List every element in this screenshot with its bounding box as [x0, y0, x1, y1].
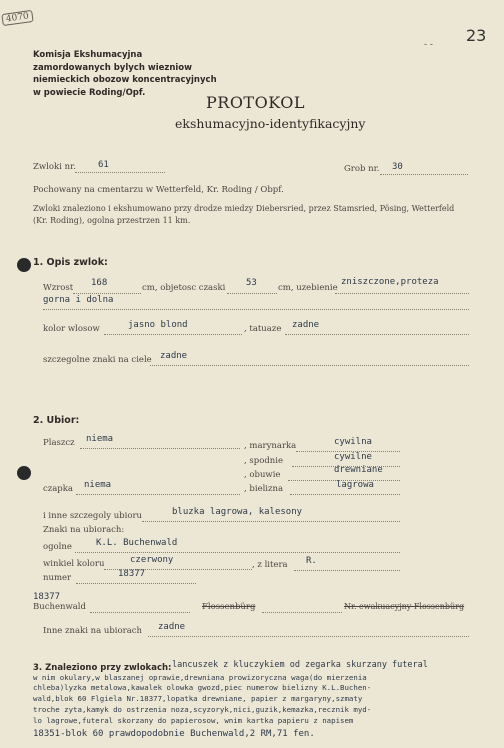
uzebienie-value: zniszczone,proteza — [341, 277, 439, 287]
stamp-number: 4070 — [5, 11, 30, 25]
zwloki-label: Zwloki nr. — [33, 162, 76, 172]
section3-line-2: w nim okulary,w blaszanej oprawie,drewniana prowizoryczna waga(do mierzenia — [33, 673, 367, 682]
kolor-label: kolor wlosow — [43, 324, 100, 334]
winkiel-label: winkiel koloru — [43, 559, 105, 569]
obuwie-value: drewniane — [334, 465, 383, 475]
buchenwald-number: 18377 — [33, 592, 61, 602]
grob-value: 30 — [392, 162, 403, 172]
bielizna-label: , bielizna — [244, 484, 284, 494]
inne-znaki-label: Inne znaki na ubiorach — [43, 626, 142, 636]
plaszcz-line — [80, 448, 240, 449]
header-block — [33, 49, 217, 99]
marynarka-label: , marynarka — [244, 441, 297, 451]
uzebienie-value-2: gorna i dolna — [43, 295, 114, 305]
buchenwald-line — [90, 612, 190, 613]
document-subtitle: ekshumacyjno-identyfikacyjny — [175, 116, 366, 131]
znaki-line — [150, 365, 469, 366]
inne-line — [142, 521, 400, 522]
section3-line-4: wald,blok 60 Flgiela Nr.18377,lopatka drewniane, papier z margaryny,szmaty — [33, 694, 363, 703]
czaska-label: cm, objetosc czaski — [142, 283, 226, 293]
spodnie-label: , spodnie — [244, 456, 283, 466]
archive-stamp — [1, 10, 33, 26]
czaska-value: 53 — [246, 278, 257, 288]
znaleziono-line-1: Zwloki znaleziono i ekshumowano przy drodze miedzy Diebersried, przez Stamsried, Pösing, Wetterfeld — [33, 204, 455, 213]
tatuaze-value: zadne — [292, 320, 320, 330]
wzrost-line — [73, 293, 141, 294]
bielizna-line — [290, 494, 400, 495]
numer-label: numer — [43, 573, 72, 583]
section3-line-5: troche zyta,kamyk do ostrzenia noza,scyzoryk,nici,guzik,kemazka,recznik myd- — [33, 705, 372, 714]
document-title: PROTOKOL — [206, 93, 305, 112]
czapka-line — [76, 494, 240, 495]
header-line-4: w powiecie Roding/Opf. — [33, 87, 146, 98]
grob-label: Grob nr. — [344, 164, 380, 174]
flossenburg-label: Flossenbürg — [202, 602, 256, 612]
czaska-line — [227, 293, 277, 294]
spodnie-value: cywilne — [334, 452, 372, 462]
zwloki-value: 61 — [98, 160, 109, 170]
uzebienie-line — [335, 293, 469, 294]
czapka-value: niema — [84, 480, 112, 490]
grob-line — [380, 174, 468, 175]
wzrost-label: Wzrost — [43, 283, 74, 293]
znaki-ubior-label: Znaki na ubiorach: — [43, 525, 125, 535]
nr-ewak-label: Nr. ewakuacyjny Flossenbürg — [344, 602, 465, 611]
plaszcz-label: Plaszcz — [43, 438, 75, 448]
tatuaze-line — [285, 334, 469, 335]
margin-marks: - - — [424, 40, 433, 50]
buchenwald-label: Buchenwald — [33, 602, 86, 612]
inne-value: bluzka lagrowa, kalesony — [172, 507, 303, 517]
section3-line-1: lancuszek z kluczykiem od zegarka skurzany futeral — [172, 660, 428, 670]
znaki-label: szczegolne znaki na ciele — [43, 355, 152, 365]
section2-heading: 2. Ubior: — [33, 415, 80, 426]
znaki-value: zadne — [160, 351, 188, 361]
ogolne-value: K.L. Buchenwald — [96, 538, 178, 548]
marynarka-value: cywilna — [334, 437, 372, 447]
inne-label: i inne szczegoly ubioru — [43, 511, 142, 521]
znaleziono-line-2: (Kr. Roding), ogolna przestrzen 11 km. — [33, 216, 191, 225]
section3-line-3: chleba)lyzka metalowa,kawalek olowka gwozd,piec numerow bielizny K.L.Buchen- — [33, 683, 372, 692]
wzrost-value: 168 — [91, 278, 108, 288]
litera-line — [294, 570, 400, 571]
czapka-label: czapka — [43, 484, 73, 494]
numer-value: 18377 — [118, 569, 146, 579]
section3-line-6: lo lagrowe,futeral skorzany do papierosow, wnim kartka papieru z napisem — [33, 716, 354, 725]
uzebienie-label: cm, uzebienie — [278, 283, 338, 293]
bielizna-value: lagrowa — [336, 480, 374, 490]
numer-line — [76, 583, 196, 584]
uzebienie-line-2 — [43, 309, 469, 310]
pochowany-text: Pochowany na cmentarzu w Wetterfeld, Kr. Roding / Obpf. — [33, 185, 284, 195]
page-number: 23 — [466, 26, 487, 45]
section3-line-7: 18351-blok 60 prawdopodobnie Buchenwald,2 RM,71 fen. — [33, 729, 315, 739]
punch-hole-top — [17, 258, 31, 272]
kolor-value: jasno blond — [128, 320, 188, 330]
header-line-2: zamordowanych bylych wiezniow — [33, 62, 192, 73]
flossenburg-line — [262, 612, 342, 613]
litera-label: , z litera — [252, 560, 288, 570]
punch-hole-bottom — [17, 466, 31, 480]
tatuaze-label: , tatuaze — [244, 324, 282, 334]
ogolne-label: ogolne — [43, 542, 72, 552]
obuwie-label: , obuwie — [244, 470, 281, 480]
header-line-3: niemieckich obozow koncentracyjnych — [33, 75, 217, 85]
winkiel-value: czerwony — [130, 555, 174, 565]
section3-heading: 3. Znaleziono przy zwlokach: — [33, 663, 172, 673]
inne-znaki-line — [148, 636, 469, 637]
inne-znaki-value: zadne — [158, 622, 186, 632]
litera-value: R. — [306, 556, 317, 566]
kolor-line — [104, 334, 242, 335]
ogolne-line — [75, 552, 400, 553]
zwloki-line — [75, 172, 165, 173]
header-line-1: Komisja Ekshumacyjna — [33, 50, 143, 60]
section1-heading: 1. Opis zwlok: — [33, 257, 108, 268]
plaszcz-value: niema — [86, 434, 114, 444]
